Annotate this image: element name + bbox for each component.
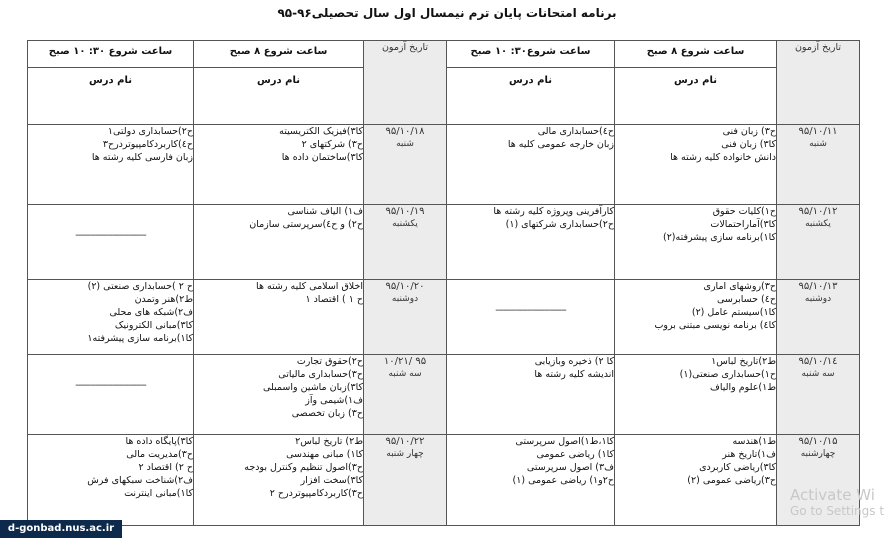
course-entry: ط۲) تاریخ لباس۲	[295, 436, 363, 447]
course-entry: کا۱) مبانی مهندسی	[286, 449, 363, 460]
course-entry: ح۳)حسابداری مالیاتی	[278, 369, 363, 380]
header-row	[28, 41, 860, 125]
course-entry: کا۳)پایگاه داده ها	[125, 436, 193, 447]
course-entry: ح۲)حقوق تجارت	[296, 356, 363, 367]
exam-date: ۹۵/۱۰/۲۰	[385, 281, 425, 292]
course-entry: ح۲)حسابداری دولتی۱	[107, 126, 193, 137]
course-cell	[28, 435, 194, 526]
page-title: برنامه امتحانات پایان ترم نیمسال اول سال تحصیلی۹۶-۹۵	[277, 6, 617, 20]
course-cell	[447, 125, 615, 205]
course-entry: کا۱)برنامه سازی پیشرفته(۲)	[662, 232, 776, 243]
course-entry: کا۳)ریاضی کاربردی	[699, 462, 776, 473]
site-footer-badge[interactable]: d-gonbad.nus.ac.ir	[0, 520, 122, 538]
exam-date-cell	[364, 205, 447, 280]
course-entry: کا٤) برنامه نویسی مبتنی بروب	[654, 320, 776, 331]
course-entry: ح۳)کاربردکامپیوتردرح ۲	[269, 488, 363, 499]
date-header-2: تاریخ آزمون	[364, 41, 447, 125]
exam-weekday: سه شنبه	[801, 369, 835, 379]
course-entry: ح٤)حسابداری مالی	[537, 126, 614, 137]
exam-date: ۹۵/۱۰/۱۳	[798, 281, 838, 292]
course-cell	[194, 125, 364, 205]
exam-weekday: سه شنبه	[388, 369, 422, 379]
exam-date: ۹۵ /۱۰/۲۱	[383, 356, 427, 367]
exam-date-cell	[777, 205, 860, 280]
course-entry: ح ۲) اقتصاد ۲	[138, 462, 193, 473]
course-cell	[447, 435, 615, 526]
course-entry: اخلاق اسلامی کلیه رشته ها	[256, 281, 363, 292]
course-entry: کا۱)مبانی اینترنت	[124, 488, 193, 499]
course-entry: ح۳) زبان تخصصی	[291, 408, 363, 419]
course-entry: کا۳)مبانی الکترونیک	[114, 320, 193, 331]
course-entry: ح٤)کاربردکامپیوتردرح۳	[102, 139, 193, 150]
course-entry: ح۱)حسابداری صنعتی(۱)	[679, 369, 776, 380]
course-cell	[28, 355, 194, 435]
exam-date-cell	[364, 280, 447, 355]
course-entry: ط۱)علوم والیاف	[710, 382, 776, 393]
course-cell	[615, 435, 777, 526]
course-entry: کا۳)ساختمان داده ها	[281, 152, 363, 163]
exam-date: ۹۵/۱۰/۱۵	[798, 436, 838, 447]
course-cell	[194, 280, 364, 355]
exam-date-cell	[777, 125, 860, 205]
course-cell	[447, 355, 615, 435]
course-entry: ح ۱ ) اقتصاد ۱	[305, 294, 363, 305]
course-cell	[615, 280, 777, 355]
course-entry: ف۱)تاریخ هنر	[722, 449, 776, 460]
course-entry: ح۳)اصول تنظیم وکنترل بودجه	[244, 462, 363, 473]
course-entry: ح۱)کلیات حقوق	[712, 206, 776, 217]
schedule-row	[28, 280, 860, 355]
course-entry: -----------------------------	[495, 305, 566, 316]
exam-date: ۹۵/۱۰/۱۸	[385, 126, 425, 137]
exam-weekday: چهار شنبه	[386, 449, 424, 459]
course-cell	[447, 205, 615, 280]
exam-date-cell	[364, 125, 447, 205]
exam-date-cell	[777, 355, 860, 435]
course-entry: ف۱) الیاف شناسی	[287, 206, 363, 217]
exam-weekday: یکشنبه	[805, 219, 831, 229]
activation-watermark: Activate Wi Go to Settings t	[790, 486, 885, 518]
course-entry: -----------------------------	[75, 230, 146, 241]
schedule-row	[28, 205, 860, 280]
date-header: تاریخ آزمون	[777, 41, 860, 125]
course-entry: ح۳)روشهای اماری	[703, 281, 776, 292]
course-entry: اندیشه کلیه رشته ها	[534, 369, 614, 380]
course-cell	[194, 205, 364, 280]
course-cell	[28, 280, 194, 355]
course-entry: کا۳)فیزیک الکتریسیته	[279, 126, 363, 137]
course-entry: ح ۲ )حسابداری صنعتی (۲)	[87, 281, 193, 292]
time-header-b: ساعت شروع۳۰: ۱۰ صبح نام درس	[447, 41, 615, 125]
exam-weekday: چهارشنبه	[800, 449, 836, 459]
course-entry: دانش خانواده کلیه رشته ها	[670, 152, 776, 163]
course-entry: کا۱،ط۱)اصول سرپرستی	[515, 436, 614, 447]
course-entry: ف۲)شناخت سبکهای فرش	[87, 475, 193, 486]
course-cell	[615, 125, 777, 205]
course-entry: کا۳)سخت افزار	[300, 475, 363, 486]
exam-date-cell	[777, 280, 860, 355]
course-entry: ح۳)مدیریت مالی	[126, 449, 193, 460]
course-entry: ط۱)هندسه	[732, 436, 776, 447]
course-entry: زبان خارجه عمومی کلیه ها	[507, 139, 614, 150]
course-entry: ح۲) و ح٤)سرپرستی سازمان	[249, 219, 363, 230]
course-entry: -----------------------------	[75, 380, 146, 391]
course-entry: کارآفرینی وپروژه کلیه رشته ها	[493, 206, 614, 217]
course-entry: کا۳)آماراحتمالات	[710, 219, 776, 230]
course-entry: ح۲)حسابداری شرکتهای (۱)	[505, 219, 614, 230]
course-entry: ح۳) زبان فنی	[722, 126, 776, 137]
course-entry: ف۳) اصول سرپرستی	[526, 462, 614, 473]
exam-schedule-table	[27, 40, 860, 526]
course-entry: کا۱)سیستم عامل (۲)	[691, 307, 776, 318]
exam-weekday: دوشنبه	[391, 294, 419, 304]
course-entry: کا۱) ریاضی عمومی	[536, 449, 614, 460]
course-cell	[28, 205, 194, 280]
time-header-d: ساعت شروع ۳۰: ۱۰ صبح نام درس	[28, 41, 194, 125]
course-cell	[194, 435, 364, 526]
course-entry: ط۲)هنر وتمدن	[134, 294, 193, 305]
schedule-row	[28, 125, 860, 205]
course-entry: ف۱)شیمی وآز	[305, 395, 363, 406]
course-entry: ف۲)شبکه های محلی	[109, 307, 193, 318]
course-cell	[194, 355, 364, 435]
exam-date: ۹۵/۱۰/۱۱	[798, 126, 838, 137]
course-entry: کا۱)برنامه سازی پیشرفته۱	[87, 333, 193, 344]
course-entry: ط۲)تاریخ لباس۱	[711, 356, 776, 367]
exam-date-cell	[364, 435, 447, 526]
exam-weekday: یکشنبه	[392, 219, 418, 229]
course-entry: کا۳) زبان فنی	[721, 139, 776, 150]
course-entry: ح۲و۱) ریاضی عمومی (۱)	[512, 475, 614, 486]
exam-date: ۹۵/۱۰/۲۲	[385, 436, 425, 447]
time-header-c: ساعت شروع ۸ صبح نام درس	[194, 41, 364, 125]
course-cell	[28, 125, 194, 205]
schedule-row	[28, 355, 860, 435]
time-header-a: ساعت شروع ۸ صبح نام درس	[615, 41, 777, 125]
course-entry: ح۳)ریاضی عمومی (۲)	[687, 475, 776, 486]
exam-date-cell	[364, 355, 447, 435]
exam-weekday: شنبه	[809, 139, 827, 149]
course-cell	[615, 355, 777, 435]
exam-date: ۹۵/۱۰/۱۹	[385, 206, 425, 217]
course-cell	[447, 280, 615, 355]
exam-date: ۹۵/۱۰/۱۲	[798, 206, 838, 217]
course-entry: کا ۲) ذخیره وبازیابی	[534, 356, 614, 367]
exam-date: ۹۵/۱۰/۱٤	[798, 356, 838, 367]
course-cell	[615, 205, 777, 280]
course-entry: زبان فارسی کلیه رشته ها	[91, 152, 193, 163]
schedule-row	[28, 435, 860, 526]
exam-weekday: شنبه	[396, 139, 414, 149]
course-entry: ح۳) شرکتهای ۲	[301, 139, 363, 150]
course-entry: کا۳)زبان ماشین واسمبلی	[262, 382, 363, 393]
course-entry: ح٤) حسابرسی	[717, 294, 776, 305]
exam-weekday: دوشنبه	[804, 294, 832, 304]
